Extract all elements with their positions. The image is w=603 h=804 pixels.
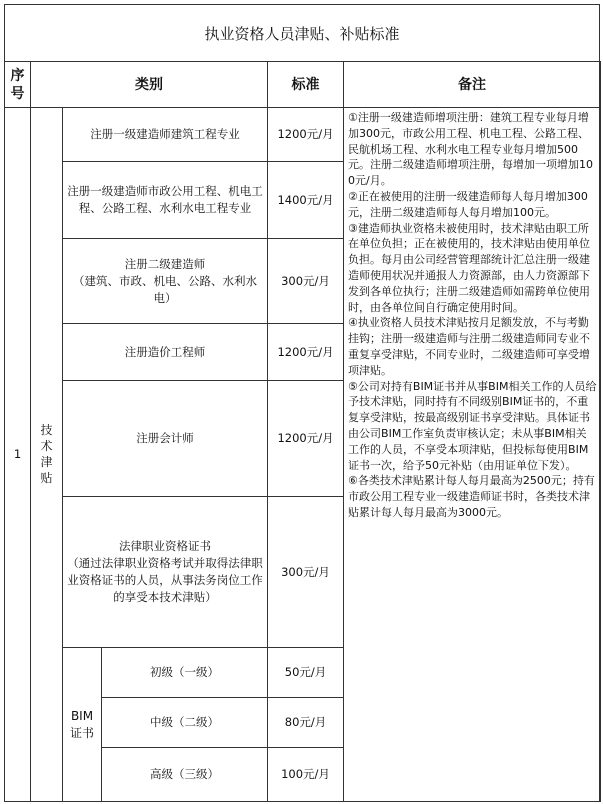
- bim-standard: 100元/月: [268, 748, 344, 802]
- header-category: 类别: [31, 62, 268, 108]
- group-label: 技术津贴: [40, 423, 53, 485]
- item-name: 法律职业资格证书 （通过法律职业资格考试并取得法律职业资格证书的人员，从事法务岗位工作的享受本技术津贴）: [63, 497, 268, 648]
- item-standard: 1200元/月: [268, 108, 344, 162]
- item-standard: 1200元/月: [268, 324, 344, 381]
- bim-label-cell: [63, 648, 102, 802]
- row-number: 1: [5, 108, 31, 802]
- bim-standard: 80元/月: [268, 698, 344, 748]
- item-name: 注册二级建造师 （建筑、市政、机电、公路、水利水电）: [63, 239, 268, 324]
- item-name: 注册一级建造师建筑工程专业: [63, 108, 268, 162]
- bim-label: BIM证书: [69, 708, 94, 740]
- table-row: [5, 108, 601, 162]
- item-name: 注册一级建造师市政公用工程、机电工程、公路工程、水利水电工程专业: [63, 162, 268, 239]
- allowance-table: [4, 61, 601, 802]
- item-standard: 1200元/月: [268, 381, 344, 497]
- header-remark: 备注: [344, 62, 601, 108]
- item-name: 注册会计师: [63, 381, 268, 497]
- item-standard: 300元/月: [268, 239, 344, 324]
- remark-text: ①注册一级建造师增项注册：建筑工程专业每月增加300元，市政公用工程、机电工程、公路工程、民航机场工程、水利水电工程专业每月增加500元。注册二级建造师增项注册，每增加一项增加100元/月。 ②正在被使用的注册一级建造师每人每月增加300元，注册二级建造师每人每月增加100元。 ③建造师执业资格未被使用时，技术津贴由职工所在单位负担；正在被使用的，技术津贴由使用单位负担。每月由公司经营管理部统计汇总注册一级建造师使用状况并通报人力资源部，由人力资源部下发到各单位执行；注册二级建造师如需跨单位使用时，由各单位间自行确定使用时间。 ④执业资格人员技术津贴按月足额发放，不与考勤挂钩；注册一级建造师与注册二级建造师同专业不重复享受津贴，不同专业时，二级建造师可享受增项津贴。 ⑤公司对持有BIM证书并从事BIM相关工作的人员给予技术津贴，同时持有不同级别BIM证书的，不重复享受津贴，按最高级别证书享受津贴。具体证书由公司BIM工作室负责审核认定；未从事BIM相关工作的人员，不享受本项津贴，但投标每使用BIM证书一次，给予50元补贴（由用证单位下发）。 ⑥各类技术津贴累计每人每月最高为2500元；持有市政公用工程专业一级建造师证书时，各类技术津贴累计每人每月最高为3000元。: [344, 108, 601, 802]
- item-name: 注册造价工程师: [63, 324, 268, 381]
- item-standard: 300元/月: [268, 497, 344, 648]
- bim-standard: 50元/月: [268, 648, 344, 698]
- header-standard: 标准: [268, 62, 344, 108]
- group-label-cell: [31, 108, 63, 802]
- item-standard: 1400元/月: [268, 162, 344, 239]
- table-header-row: [5, 62, 601, 108]
- header-seq: 序号: [5, 62, 31, 108]
- page-title: 执业资格人员津贴、补贴标准: [4, 4, 600, 62]
- bim-level: 中级（二级）: [102, 698, 268, 748]
- bim-level: 初级（一级）: [102, 648, 268, 698]
- bim-level: 高级（三级）: [102, 748, 268, 802]
